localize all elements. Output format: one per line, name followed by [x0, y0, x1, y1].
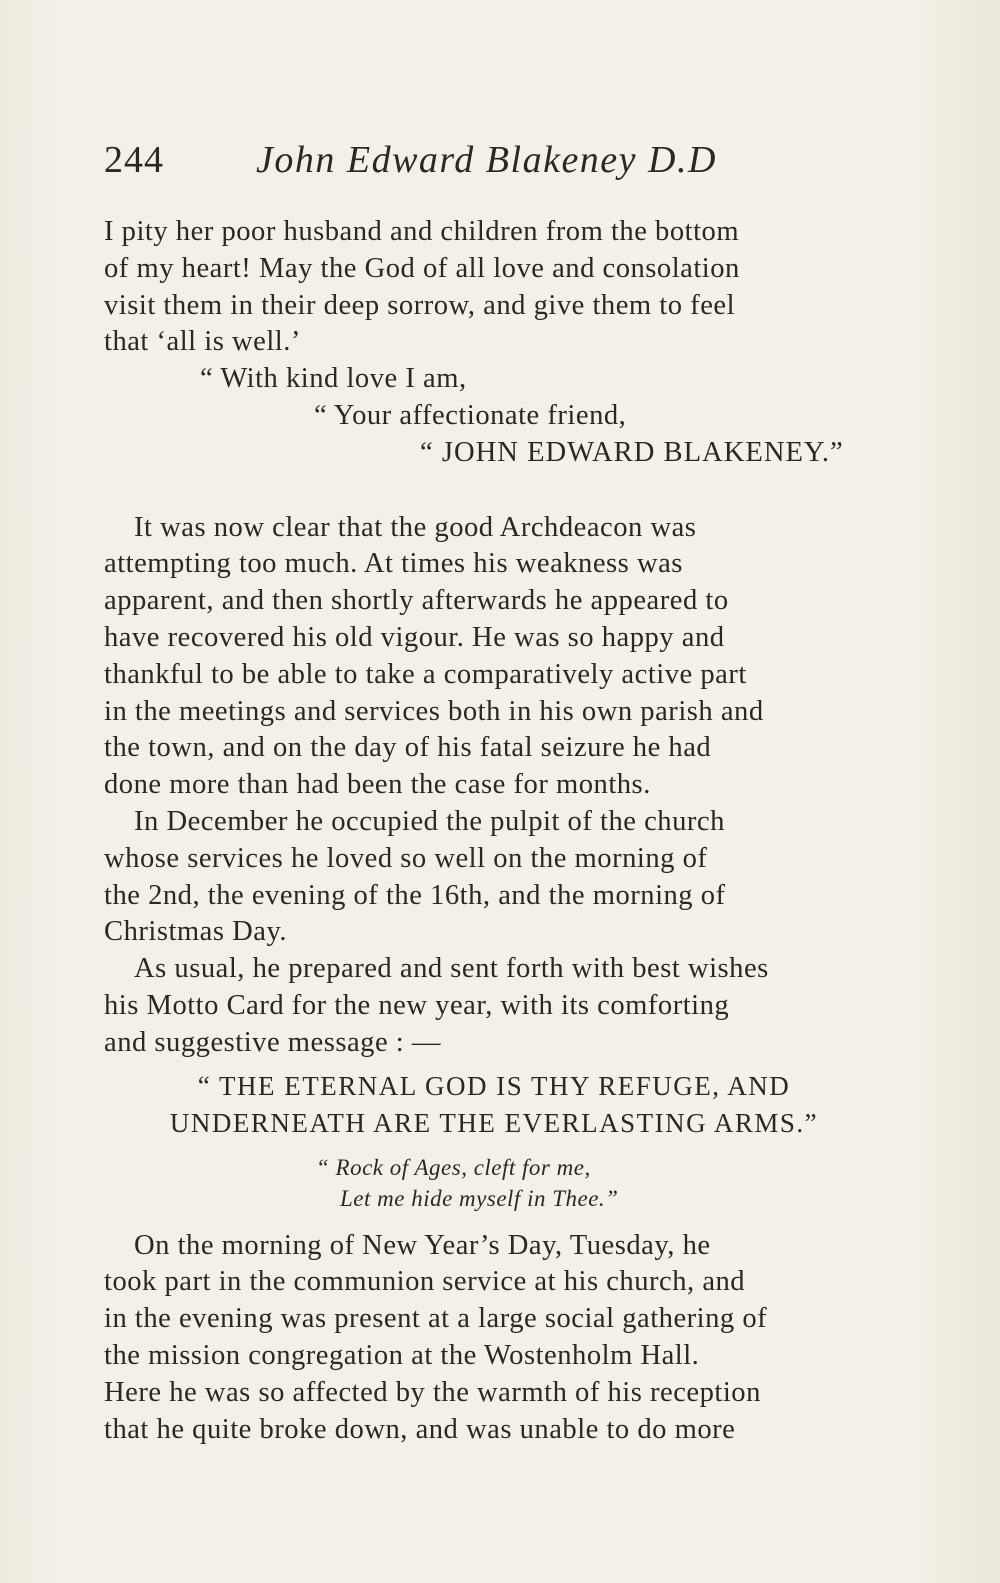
hymn-line: Let me hide myself in Thee.” — [340, 1185, 619, 1211]
body-text — [104, 214, 884, 1448]
text-line: and suggestive message : — — [104, 1026, 441, 1058]
text-line: the town, and on the day of his fatal seizure he had — [104, 732, 712, 764]
text-line: the mission congregation at the Wostenholm Hall. — [104, 1339, 700, 1371]
text-line: It was now clear that the good Archdeacon was — [134, 511, 697, 543]
section-gap — [104, 472, 884, 510]
letter-closing: “ With kind love I am, — [200, 363, 467, 395]
hymn-line: “ Rock of Ages, cleft for me, — [316, 1154, 591, 1180]
text-line: thankful to be able to take a comparatively active part — [104, 658, 747, 690]
text-line: As usual, he prepared and sent forth with best wishes — [134, 953, 769, 985]
text-line: Christmas Day. — [104, 916, 288, 948]
text-line: apparent, and then shortly afterwards he appeared to — [104, 585, 729, 617]
text-line: done more than had been the case for months. — [104, 769, 651, 801]
running-title: John Edward Blakeney D.D — [256, 139, 717, 181]
text-line: have recovered his old vigour. He was so happy and — [104, 621, 725, 653]
motto-line: “ THE ETERNAL GOD IS THY REFUGE, AND — [197, 1070, 791, 1101]
text-line: the 2nd, the evening of the 16th, and the morning of — [104, 879, 726, 911]
text-line: Here he was so affected by the warmth of his reception — [104, 1376, 761, 1408]
text-line: that he quite broke down, and was unable to do more — [104, 1413, 736, 1445]
text-line: his Motto Card for the new year, with its comforting — [104, 989, 730, 1021]
text-line: I pity her poor husband and children from the bottom — [104, 216, 740, 247]
motto-quote — [104, 1068, 884, 1142]
paragraph — [104, 510, 884, 804]
text-line: in the evening was present at a large social gathering of — [104, 1303, 768, 1335]
page-number: 244 — [104, 139, 164, 181]
text-line: of my heart! May the God of all love and consolation — [104, 252, 740, 284]
text-line: in the meetings and services both in his own parish and — [104, 695, 764, 727]
letter-closing: “ Your affectionate friend, — [314, 399, 627, 431]
text-line: took part in the communion service at his church, and — [104, 1266, 746, 1298]
paragraph — [104, 1228, 884, 1449]
paragraph — [104, 951, 884, 1061]
letter-excerpt — [104, 214, 884, 472]
text-line: visit them in their deep sorrow, and give them to feel — [104, 289, 736, 321]
text-line: whose services he loved so well on the morning of — [104, 842, 708, 874]
text-line: On the morning of New Year’s Day, Tuesday, he — [134, 1229, 711, 1261]
text-line: that ‘all is well.’ — [104, 326, 301, 358]
hymn-quote — [104, 1152, 884, 1214]
letter-signature: “ JOHN EDWARD BLAKENEY.” — [420, 436, 844, 468]
text-line: In December he occupied the pulpit of the church — [134, 805, 725, 837]
page-header — [104, 138, 744, 182]
text-line: attempting too much. At times his weakness was — [104, 548, 683, 580]
motto-line: UNDERNEATH ARE THE EVERLASTING ARMS.” — [169, 1107, 819, 1138]
paragraph — [104, 804, 884, 951]
